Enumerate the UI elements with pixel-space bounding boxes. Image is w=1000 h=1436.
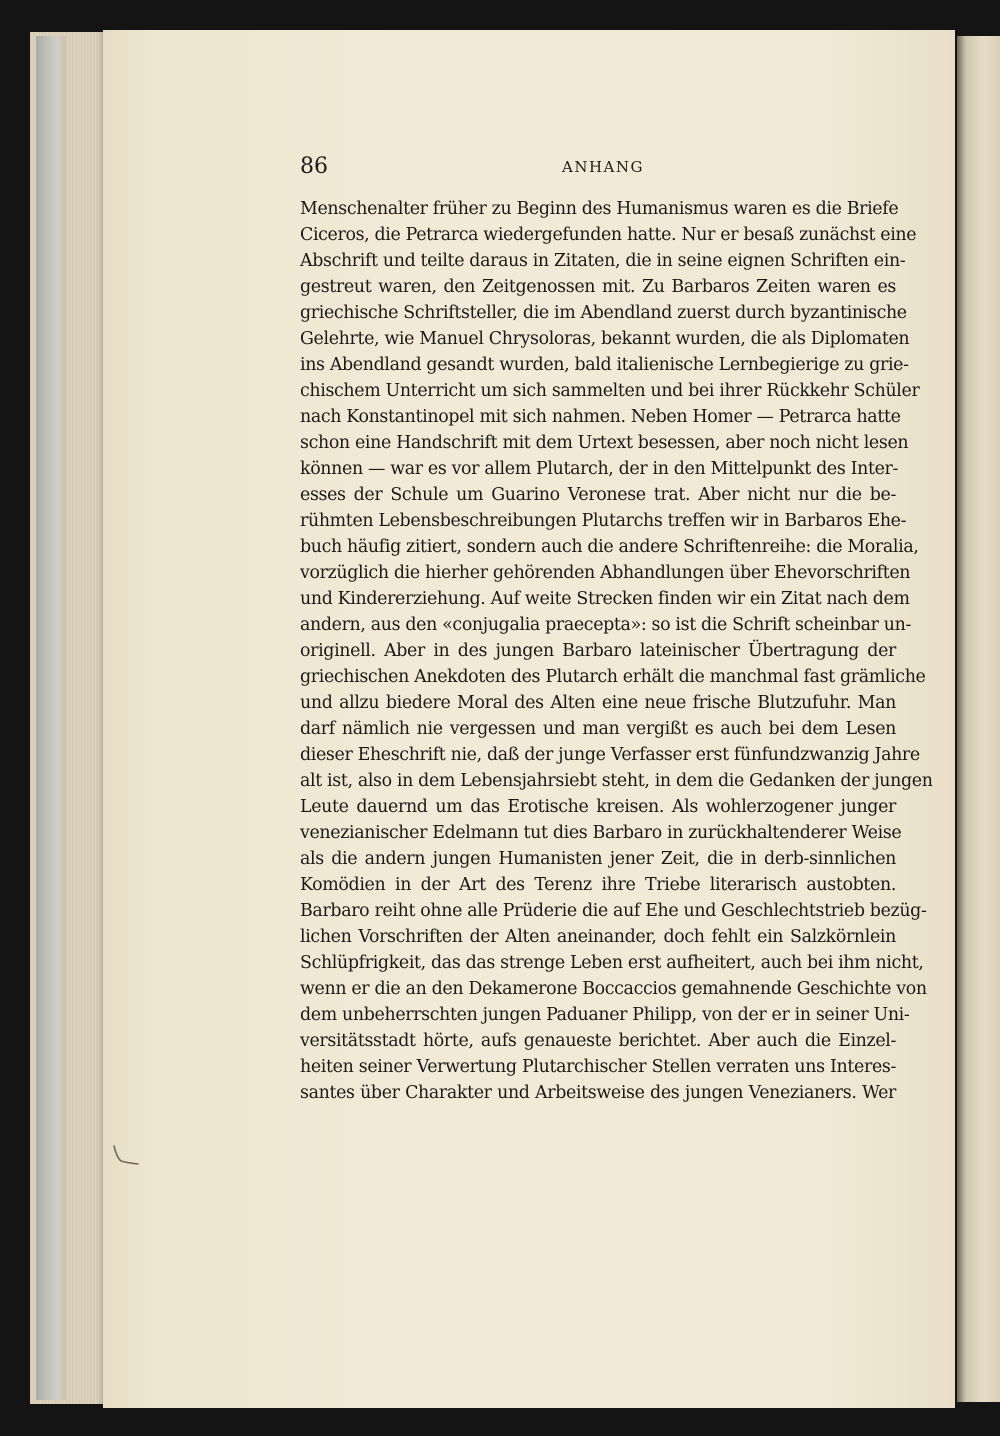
pencil-mark-icon: [112, 1144, 142, 1166]
text-line: darf nämlich nie vergessen und man vergißt es auch bei dem Lesen: [300, 719, 896, 739]
text-line: versitätsstadt hörte, aufs genaueste berichtet. Aber auch die Einzel-: [300, 1031, 896, 1051]
section-title: ANHANG: [562, 158, 644, 176]
text-line: gestreut waren, den Zeitgenossen mit. Zu Barbaros Zeiten waren es: [300, 277, 896, 297]
text-line: dieser Eheschrift nie, daß der junge Verfasser erst fünfundzwanzig Jahre: [300, 745, 920, 765]
text-line: heiten seiner Verwertung Plutarchischer Stellen verraten uns Interes-: [300, 1057, 896, 1077]
text-line: Abschrift und teilte daraus in Zitaten, die in seine eignen Schriften ein-: [300, 251, 906, 271]
text-line: schon eine Handschrift mit dem Urtext besessen, aber noch nicht lesen: [300, 433, 909, 453]
text-line: wenn er die an den Dekamerone Boccaccios gemahnende Geschichte von: [300, 979, 927, 999]
text-line: andern, aus den «conjugalia praecepta»: so ist die Schrift scheinbar un-: [300, 615, 912, 635]
page-number: 86: [300, 154, 328, 179]
text-line: Menschenalter früher zu Beginn des Humanismus waren es die Briefe: [300, 199, 899, 219]
text-line: santes über Charakter und Arbeitsweise des jungen Venezianers. Wer: [300, 1083, 896, 1103]
text-line: originell. Aber in des jungen Barbaro lateinischer Übertragung der: [300, 641, 896, 661]
text-line: Komödien in der Art des Terenz ihre Triebe literarisch austobten.: [300, 875, 896, 895]
text-line: Barbaro reiht ohne alle Prüderie die auf Ehe und Geschlechtstrieb bezüg-: [300, 901, 927, 921]
text-line: und allzu biedere Moral des Alten eine neue frische Blutzufuhr. Man: [300, 693, 896, 713]
running-head: [300, 150, 896, 184]
text-line: esses der Schule um Guarino Veronese trat. Aber nicht nur die be-: [300, 485, 896, 505]
text-line: rühmten Lebensbeschreibungen Plutarchs treffen wir in Barbaros Ehe-: [300, 511, 907, 531]
text-line: ins Abendland gesandt wurden, bald italienische Lernbegierige zu grie-: [300, 355, 909, 375]
text-line: griechischen Anekdoten des Plutarch erhält die manchmal fast grämliche: [300, 667, 926, 687]
text-line: Gelehrte, wie Manuel Chrysoloras, bekannt wurden, die als Diplomaten: [300, 329, 910, 349]
text-line: und Kindererziehung. Auf weite Strecken finden wir ein Zitat nach dem: [300, 589, 910, 609]
text-line: dem unbeherrschten jungen Paduaner Philipp, von der er in seiner Uni-: [300, 1005, 910, 1025]
text-line: Ciceros, die Petrarca wiedergefunden hatte. Nur er besaß zunächst eine: [300, 225, 917, 245]
book-cover-edge: [36, 36, 66, 1400]
book-page-edges: [30, 32, 105, 1404]
text-line: Schlüpfrigkeit, das das strenge Leben erst aufheitert, auch bei ihm nicht,: [300, 953, 924, 973]
text-line: vorzüglich die hierher gehörenden Abhandlungen über Ehevorschriften: [300, 563, 911, 583]
text-line: venezianischer Edelmann tut dies Barbaro in zurückhaltenderer Weise: [300, 823, 902, 843]
text-line: griechische Schriftsteller, die im Abendland zuerst durch byzantinische: [300, 303, 907, 323]
adjacent-page-edge: [957, 36, 1000, 1402]
text-line: chischem Unterricht um sich sammelten und bei ihrer Rückkehr Schüler: [300, 381, 920, 401]
text-line: alt ist, also in dem Lebensjahrsiebt steht, in dem die Gedanken der jungen: [300, 771, 933, 791]
body-text: [300, 196, 933, 1106]
text-line: können — war es vor allem Plutarch, der in den Mittelpunkt des Inter-: [300, 459, 899, 479]
text-line: nach Konstantinopel mit sich nahmen. Neben Homer — Petrarca hatte: [300, 407, 901, 427]
text-line: als die andern jungen Humanisten jener Zeit, die in derb-sinnlichen: [300, 849, 896, 869]
text-line: buch häufig zitiert, sondern auch die andere Schriftenreihe: die Moralia,: [300, 537, 919, 557]
text-line: lichen Vorschriften der Alten aneinander, doch fehlt ein Salzkörnlein: [300, 927, 896, 947]
text-line: Leute dauernd um das Erotische kreisen. Als wohlerzogener junger: [300, 797, 896, 817]
